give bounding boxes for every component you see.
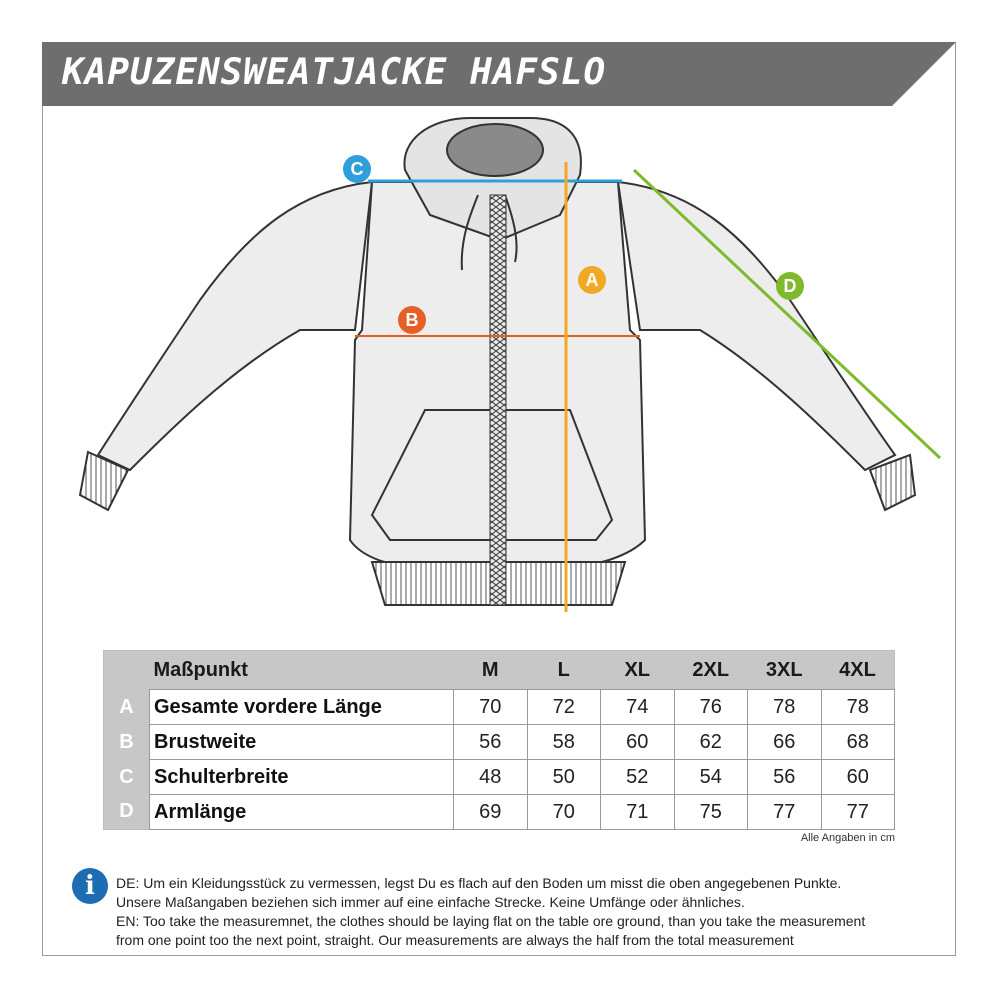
info-line: DE: Um ein Kleidungsstück zu vermessen, legst Du es flach auf den Boden um misst die oben angegebenen Punkte. bbox=[116, 875, 842, 891]
row-key: A bbox=[104, 690, 150, 725]
table-cell: 78 bbox=[821, 690, 895, 725]
title-banner bbox=[42, 42, 956, 106]
row-name: Gesamte vordere Länge bbox=[150, 690, 454, 725]
table-cell: 50 bbox=[527, 760, 601, 795]
info-line: from one point too the next point, straight. Our measurements are always the half from the total measurement bbox=[116, 932, 794, 948]
table-row bbox=[104, 760, 895, 795]
table-cell: 72 bbox=[527, 690, 601, 725]
table-header-row bbox=[104, 651, 895, 690]
row-key: D bbox=[104, 795, 150, 830]
table-cell: 48 bbox=[454, 760, 528, 795]
size-table bbox=[103, 650, 895, 830]
table-row bbox=[104, 690, 895, 725]
header-size: XL bbox=[601, 651, 675, 690]
table-cell: 54 bbox=[674, 760, 748, 795]
page-title: KAPUZENSWEATJACKE HAFSLO bbox=[62, 52, 607, 93]
hoodie-illustration bbox=[42, 106, 956, 626]
row-name: Brustweite bbox=[150, 725, 454, 760]
size-table-wrapper bbox=[103, 650, 895, 830]
row-name: Armlänge bbox=[150, 795, 454, 830]
table-cell: 76 bbox=[674, 690, 748, 725]
left-sleeve bbox=[98, 182, 372, 470]
table-cell: 70 bbox=[454, 690, 528, 725]
table-cell: 74 bbox=[601, 690, 675, 725]
header-size: 3XL bbox=[748, 651, 822, 690]
info-icon: i bbox=[72, 868, 108, 904]
header-size: L bbox=[527, 651, 601, 690]
info-line: Unsere Maßangaben beziehen sich immer auf eine einfache Strecke. Keine Umfänge oder ähnliches. bbox=[116, 894, 745, 910]
table-cell: 62 bbox=[674, 725, 748, 760]
zipper bbox=[490, 195, 506, 605]
table-cell: 77 bbox=[821, 795, 895, 830]
table-row bbox=[104, 795, 895, 830]
header-key bbox=[104, 651, 150, 690]
table-cell: 58 bbox=[527, 725, 601, 760]
right-sleeve bbox=[618, 182, 895, 470]
table-cell: 56 bbox=[454, 725, 528, 760]
unit-note: Alle Angaben in cm bbox=[800, 832, 895, 844]
table-cell: 66 bbox=[748, 725, 822, 760]
table-cell: 71 bbox=[601, 795, 675, 830]
table-cell: 68 bbox=[821, 725, 895, 760]
hood-opening bbox=[447, 124, 543, 176]
row-key: C bbox=[104, 760, 150, 795]
header-size: 2XL bbox=[674, 651, 748, 690]
table-cell: 52 bbox=[601, 760, 675, 795]
header-size: 4XL bbox=[821, 651, 895, 690]
header-measure-point: Maßpunkt bbox=[150, 651, 454, 690]
row-key: B bbox=[104, 725, 150, 760]
info-text bbox=[116, 874, 946, 950]
label-c: C bbox=[343, 155, 371, 183]
header-size: M bbox=[454, 651, 528, 690]
table-cell: 78 bbox=[748, 690, 822, 725]
info-line: EN: Too take the measuremnet, the clothes should be laying flat on the table ore ground, than you take the measurement bbox=[116, 913, 866, 929]
table-cell: 69 bbox=[454, 795, 528, 830]
table-row bbox=[104, 725, 895, 760]
label-b: B bbox=[398, 306, 426, 334]
table-cell: 77 bbox=[748, 795, 822, 830]
table-cell: 56 bbox=[748, 760, 822, 795]
table-cell: 60 bbox=[821, 760, 895, 795]
row-name: Schulterbreite bbox=[150, 760, 454, 795]
table-cell: 75 bbox=[674, 795, 748, 830]
label-d: D bbox=[776, 272, 804, 300]
table-cell: 70 bbox=[527, 795, 601, 830]
label-a: A bbox=[578, 266, 606, 294]
table-cell: 60 bbox=[601, 725, 675, 760]
